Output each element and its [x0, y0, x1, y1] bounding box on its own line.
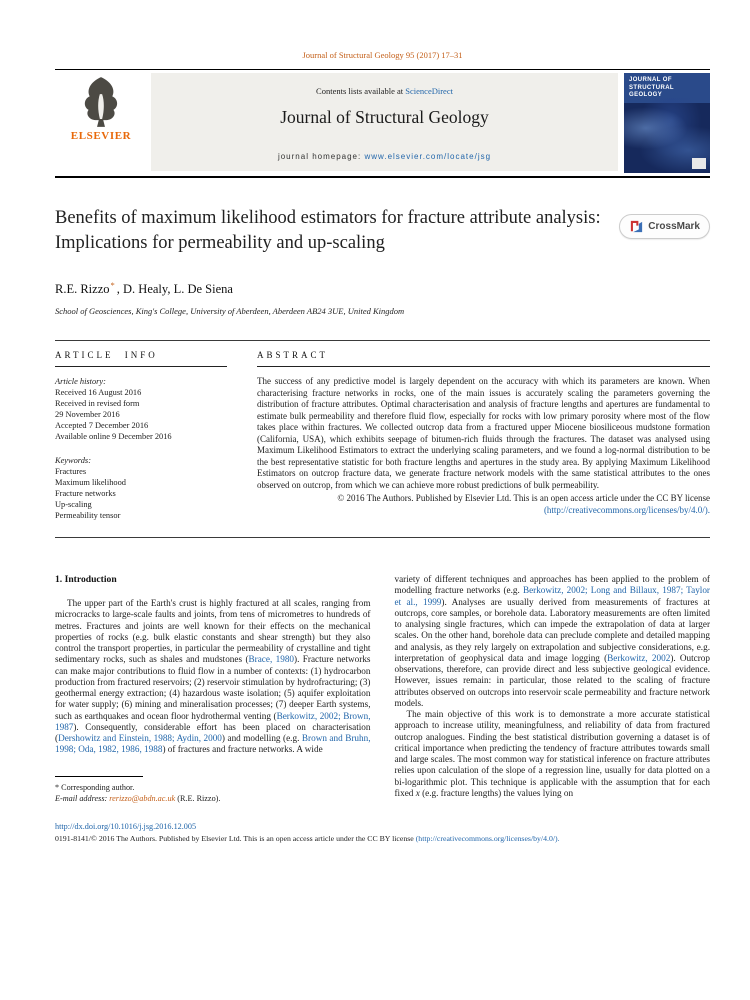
elsevier-wordmark: ELSEVIER — [70, 130, 132, 142]
sciencedirect-link[interactable]: ScienceDirect — [405, 86, 453, 96]
article-history-label: Article history: — [55, 377, 106, 387]
citation-link[interactable]: Brown and Bruhn, 1998; Oda, 1982, 1986, 1988 — [55, 733, 371, 755]
article-title: Benefits of maximum likelihood estimators for fracture attribute analysis: Implications for permeability and up-scaling — [55, 208, 601, 253]
cover-inset-image — [692, 158, 706, 169]
abstract-column — [257, 350, 710, 521]
journal-reference[interactable]: Journal of Structural Geology 95 (2017) 17–31 — [302, 50, 463, 60]
email-link[interactable]: rerizzo@abdn.ac.uk — [109, 793, 176, 803]
author-name-primary: R.E. Rizzo — [55, 282, 110, 297]
body-text: ). Consequently, considerable effort has been placed on characterisation ( — [55, 721, 371, 744]
body-text: ). Outcrop observations, therefore, can provide direct and less subjective geological evidence. However, issues remain: in particular, those related to the scaling of fracture attributes observed on outcrops into reservoir scale permeability and fracture network models. — [394, 652, 710, 708]
section-heading-introduction: 1. Introduction — [55, 574, 117, 586]
authors-line — [55, 280, 710, 297]
article-info-column — [55, 350, 227, 521]
email-line — [55, 793, 371, 804]
keyword: Permeability tensor — [55, 511, 121, 521]
citation-link[interactable]: Dershowitz and Einstein, 1988; Aydin, 2000 — [58, 733, 222, 744]
elsevier-logo — [55, 76, 147, 142]
text-column-left — [55, 574, 371, 804]
citation-link[interactable]: Berkowitz, 2002; Long and Billaux, 1987; Taylor et al., 1999 — [394, 585, 710, 607]
cover-title-line: GEOLOGY — [629, 92, 663, 98]
title-row — [55, 206, 710, 256]
journal-cover-thumbnail — [624, 73, 710, 173]
history-line: Available online 9 December 2016 — [55, 432, 172, 442]
cover-title-line: JOURNAL OF — [629, 77, 672, 83]
footer-copyright-text: 0191-8141/© 2016 The Authors. Published by Elsevier Ltd. This is an open access article under the CC BY license — [55, 833, 416, 843]
affiliation: School of Geosciences, King's College, University of Aberdeen, Aberdeen AB24 3UE, United Kingdom — [55, 306, 405, 317]
abstract-heading-rule — [257, 366, 710, 367]
footnote-rule — [55, 776, 143, 777]
keyword: Maximum likelihood — [55, 478, 126, 488]
abstract-text: The success of any predictive model is largely dependent on the accuracy with which its parameters are known. When characterising fracture networks in rocks, one of the main issues is accurately scaling the parameters governing the distribution of fracture attributes. Optimal characterisation and analysis of fracture lengths and apertures are fundamental to estimate bulk permeability and therefore fluid flow, especially for rocks with low primary porosity where most of the flow takes place within fractures. We collected outcrop data from a fractured upper Miocene biosiliceous mudstone formation (California, USA), which exhibits seepage of bitumen-rich fluids through the fractures. The dataset was analysed using Maximum Likelihood Estimators to extract the underlying scaling parameters, and we found a log-normal distribution to be the best representative statistic for both fracture lengths and apertures in the study area. By applying Maximum Likelihood Estimators on outcrop fracture data, we generate fracture network models with the same statistical attributes to the ones observed on outcrop, from which we can achieve more robust predictions of bulk permeability. — [257, 376, 710, 490]
keyword: Up-scaling — [55, 500, 92, 510]
history-line: Accepted 7 December 2016 — [55, 421, 149, 431]
history-line: Received in revised form — [55, 399, 140, 409]
crossmark-icon — [629, 219, 644, 234]
homepage-label: journal homepage: — [277, 152, 365, 161]
keywords-label: Keywords: — [55, 456, 91, 466]
body-text: ) of fractures and fracture networks. A wide — [162, 744, 323, 755]
body-text: ). Fracture networks can make major contributions to fluid flow in a number of contexts: (1) hydrocarbon production from fractured reservoirs; (2) reservoir stimulation by hydrofracturing; (3) geothermal energy extraction; (4) hazardous waste isolation; (5) aquifer exploitation for water supply; (6) mining and mineralisation processes; (7) deeper Earth systems, such as earthquakes and ocean floor hydrothermal venting ( — [55, 654, 371, 721]
footnote — [55, 776, 371, 804]
text-column-right — [395, 574, 711, 804]
keyword: Fractures — [55, 467, 87, 477]
crossmark-badge[interactable] — [619, 214, 710, 239]
citation-link[interactable]: Berkowitz, 2002; Brown, 1987 — [55, 710, 371, 732]
masthead-journal-title: Journal of Structural Geology — [280, 107, 489, 127]
footer-license-link[interactable]: (http://creativecommons.org/licenses/by/4.0/). — [415, 833, 560, 843]
body-paragraph — [395, 709, 711, 799]
masthead-center-panel — [151, 73, 618, 171]
email-label: E-mail address: — [55, 793, 110, 803]
article-info-heading-rule — [55, 366, 227, 367]
abstract-heading: ABSTRACT — [257, 350, 329, 361]
emphasis-text: x — [415, 787, 420, 798]
masthead-bottom-rule — [55, 176, 710, 178]
main-text — [55, 574, 710, 804]
corresponding-author-marker[interactable]: * — [110, 280, 115, 290]
masthead — [55, 70, 710, 176]
homepage-line — [151, 152, 618, 161]
citation-link[interactable]: Berkowitz, 2002 — [607, 652, 671, 663]
doi-link[interactable]: http://dx.doi.org/10.1016/j.jsg.2016.12.005 — [55, 821, 197, 831]
abstract-copyright — [257, 493, 710, 516]
cc-license-link[interactable]: (http://creativecommons.org/licenses/by/4.0/). — [543, 504, 710, 515]
contents-line — [151, 73, 618, 96]
page-footer — [55, 822, 710, 843]
footer-copyright — [55, 834, 710, 843]
body-text: ) and modelling (e.g. — [221, 733, 302, 744]
copyright-line: © 2016 The Authors. Published by Elsevier Ltd. This is an open access article under the CC BY license — [337, 493, 710, 504]
page — [55, 0, 710, 843]
body-text: variety of different techniques and approaches has been applied to the problem of modelling fracture networks (e.g. — [394, 574, 710, 596]
body-text: ). Analyses are usually derived from measurements of fractures at outcrops, core samples, or borehole data. Laboratory measurements are often limited to analysing single fractures, which can impede the extrapolation of data at larger scales. On the other hand, borehole data can preclude complete and detailed mapping and analysis, as they rely largely on extrapolation and subjective considerations, e.g. interpretation of geophysical data and image logging ( — [394, 596, 710, 663]
email-suffix: (R.E. Rizzo). — [175, 793, 221, 803]
crossmark-label: CrossMark — [648, 221, 700, 232]
corresponding-author-note: * Corresponding author. — [55, 782, 135, 792]
journal-homepage-link[interactable]: www.elsevier.com/locate/jsg — [364, 152, 492, 161]
citation-link[interactable]: Brace, 1980 — [248, 654, 295, 665]
body-text: (e.g. fracture lengths) the values lying on — [419, 787, 574, 798]
elsevier-tree-icon — [78, 76, 124, 128]
keyword: Fracture networks — [55, 489, 116, 499]
intro-right-paragraphs — [395, 574, 711, 799]
article-info-heading: ARTICLE INFO — [55, 350, 158, 361]
author-names-rest: , D. Healy, L. De Siena — [116, 282, 233, 297]
body-text: The main objective of this work is to demonstrate a more accurate statistical approach to increase utility, meaningfulness, and reliability of data from fractured outcrop analogues. Finding the best statistical distribution governing a dataset is of critical importance when predicting the tendency of fracture attributes towards small and large scales. The most common way for statistical inference on fracture attributes relies upon calculation of the slope of a regression line, usually for data plotted on a bi-logarithmic plot. This technique is applicable with the assumption that for each fixed — [394, 709, 710, 798]
history-line: 29 November 2016 — [55, 410, 120, 420]
cover-title-line: STRUCTURAL — [629, 84, 674, 91]
intro-left-paragraphs — [55, 598, 371, 756]
body-text: The upper part of the Earth's crust is highly fractured at all scales, ranging from microcracks to large-scale faults and joints, from tens of micrometres to hundreds of metres. Fractures and joints are well known for their effects on the mechanical properties of rocks (e.g. bulk elastic constants and shear strength) but they also control the transport properties, in particular the permeability of crystalline and tight sedimentary rocks, such as shales and mudstones ( — [55, 598, 371, 665]
history-line: Received 16 August 2016 — [55, 388, 142, 398]
body-paragraph — [55, 598, 371, 756]
contents-text: Contents lists available at — [316, 86, 406, 96]
article-info-abstract-block — [55, 340, 710, 538]
body-paragraph — [395, 574, 711, 709]
